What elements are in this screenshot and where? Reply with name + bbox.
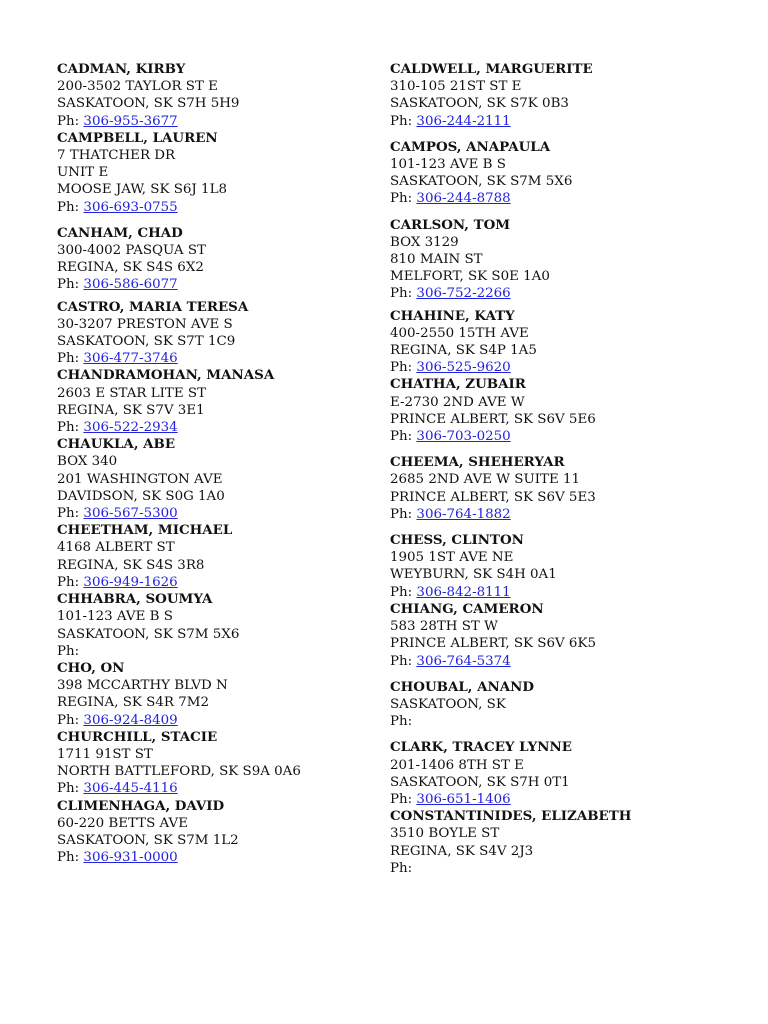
phone-link[interactable]: 306-567-5300	[83, 506, 178, 522]
contact-name: CHOUBAL, ANAND	[390, 678, 534, 695]
address-line: BOX 3129	[390, 234, 459, 250]
phone-line	[390, 113, 750, 130]
phone-label: Ph:	[57, 506, 80, 522]
contact-entry	[390, 739, 750, 808]
address-line: SASKATOON, SK S7T 1C9	[57, 334, 236, 350]
phone-link[interactable]: 306-764-1882	[416, 506, 511, 522]
contact-entry	[390, 139, 750, 208]
phone-line	[57, 350, 377, 367]
contact-entry	[390, 679, 750, 731]
contact-name: CARLSON, TOM	[390, 216, 511, 233]
phone-label: Ph:	[390, 653, 413, 669]
contact-name: CHATHA, ZUBAIR	[390, 376, 526, 393]
contact-name: CAMPBELL, LAUREN	[57, 129, 218, 146]
address-line: 2603 E STAR LITE ST	[57, 385, 206, 401]
contact-name: CHESS, CLINTON	[390, 532, 524, 549]
phone-label: Ph:	[57, 199, 80, 215]
address-line: SASKATOON, SK S7H 0T1	[390, 774, 570, 790]
address-line: 400-2550 15TH AVE	[390, 325, 529, 341]
address-line: 101-123 AVE B S	[57, 609, 173, 625]
address-line: 4168 ALBERT ST	[57, 540, 175, 556]
contact-entry	[57, 61, 377, 130]
contact-entry	[57, 130, 377, 216]
contact-name: CASTRO, MARIA TERESA	[57, 298, 249, 315]
phone-line	[57, 643, 377, 660]
phone-line	[57, 276, 377, 293]
phone-line	[390, 506, 750, 523]
contact-name: CHEEMA, SHEHERYAR	[390, 454, 565, 471]
phone-label: Ph:	[57, 574, 80, 590]
phone-link[interactable]: 306-244-2111	[416, 113, 511, 129]
contact-entry	[390, 217, 750, 303]
phone-line	[390, 653, 750, 670]
address-line: 7 THATCHER DR	[57, 148, 176, 164]
phone-link[interactable]: 306-955-3677	[83, 113, 178, 129]
contact-name: CONSTANTINIDES, ELIZABETH	[390, 808, 632, 825]
contact-name: CHURCHILL, STACIE	[57, 728, 218, 745]
right-column	[390, 61, 750, 877]
phone-link[interactable]: 306-924-8409	[83, 712, 178, 728]
phone-line	[390, 359, 750, 376]
phone-label: Ph:	[57, 850, 80, 866]
phone-link[interactable]: 306-703-0250	[416, 429, 511, 445]
phone-link[interactable]: 306-477-3746	[83, 351, 178, 367]
phone-link[interactable]: 306-949-1626	[83, 574, 178, 590]
address-line: 3510 BOYLE ST	[390, 826, 500, 842]
address-line: REGINA, SK S4P 1A5	[390, 343, 537, 359]
address-line: SASKATOON, SK S7H 5H9	[57, 96, 240, 112]
contact-name: CHO, ON	[57, 659, 125, 676]
address-line: WEYBURN, SK S4H 0A1	[390, 567, 557, 583]
address-line: REGINA, SK S4S 6X2	[57, 260, 204, 276]
address-line: 300-4002 PASQUA ST	[57, 243, 206, 259]
phone-line	[57, 780, 377, 797]
phone-label: Ph:	[57, 643, 80, 659]
phone-link[interactable]: 306-586-6077	[83, 277, 178, 293]
address-line: 2685 2ND AVE W SUITE 11	[390, 472, 581, 488]
phone-link[interactable]: 306-752-2266	[416, 286, 511, 302]
phone-line	[57, 849, 377, 866]
address-line: SASKATOON, SK S7K 0B3	[390, 96, 569, 112]
address-line: REGINA, SK S4S 3R8	[57, 557, 205, 573]
contact-name: CADMAN, KIRBY	[57, 61, 186, 77]
contact-entry	[57, 522, 377, 591]
phone-line	[390, 791, 750, 808]
contact-name: CALDWELL, MARGUERITE	[390, 61, 593, 77]
address-line: PRINCE ALBERT, SK S6V 5E6	[390, 411, 596, 427]
contact-name: CHAHINE, KATY	[390, 307, 515, 324]
phone-link[interactable]: 306-764-5374	[416, 653, 511, 669]
contact-entry	[390, 532, 750, 601]
contact-name: CHANDRAMOHAN, MANASA	[57, 367, 275, 384]
phone-line	[390, 713, 750, 730]
phone-line	[57, 199, 377, 216]
phone-line	[390, 428, 750, 445]
phone-line	[390, 860, 750, 877]
contact-entry	[57, 591, 377, 660]
contact-entry	[390, 376, 750, 445]
phone-label: Ph:	[57, 420, 80, 436]
phone-label: Ph:	[390, 506, 413, 522]
address-line: BOX 340	[57, 454, 118, 470]
address-line: 101-123 AVE B S	[390, 157, 506, 173]
contact-entry	[57, 660, 377, 729]
phone-label: Ph:	[390, 860, 413, 876]
contact-entry	[57, 436, 377, 522]
phone-label: Ph:	[390, 191, 413, 207]
contact-entry	[390, 308, 750, 377]
address-line: REGINA, SK S7V 3E1	[57, 402, 205, 418]
address-line: 201 WASHINGTON AVE	[57, 471, 223, 487]
phone-link[interactable]: 306-525-9620	[416, 360, 511, 376]
contact-entry	[57, 299, 377, 368]
phone-line	[390, 190, 750, 207]
contact-entry	[390, 61, 750, 130]
contact-entry	[57, 798, 377, 867]
phone-line	[57, 419, 377, 436]
phone-label: Ph:	[390, 360, 413, 376]
address-line: MOOSE JAW, SK S6J 1L8	[57, 182, 227, 198]
phone-line	[390, 285, 750, 302]
contact-name: CAMPOS, ANAPAULA	[390, 138, 551, 155]
address-line: 310-105 21ST ST E	[390, 79, 522, 95]
contact-name: CHEETHAM, MICHAEL	[57, 522, 233, 539]
contact-name: CLIMENHAGA, DAVID	[57, 797, 225, 814]
phone-link[interactable]: 306-651-1406	[416, 791, 511, 807]
contact-name: CANHAM, CHAD	[57, 224, 183, 241]
phone-line	[57, 505, 377, 522]
phone-label: Ph:	[390, 429, 413, 445]
phone-line	[57, 574, 377, 591]
address-line: 1905 1ST AVE NE	[390, 550, 514, 566]
address-line: MELFORT, SK S0E 1A0	[390, 269, 550, 285]
contact-entry	[390, 808, 750, 877]
phone-label: Ph:	[390, 113, 413, 129]
contact-entry	[57, 367, 377, 436]
phone-label: Ph:	[57, 113, 80, 129]
contact-name: CHHABRA, SOUMYA	[57, 591, 213, 608]
address-line: 1711 91ST ST	[57, 746, 153, 762]
address-line: 201-1406 8TH ST E	[390, 757, 524, 773]
phone-label: Ph:	[390, 714, 413, 730]
contact-entry	[390, 454, 750, 523]
address-line: NORTH BATTLEFORD, SK S9A 0A6	[57, 764, 301, 780]
address-line: SASKATOON, SK S7M 5X6	[57, 626, 240, 642]
phone-line	[57, 712, 377, 729]
phone-label: Ph:	[57, 351, 80, 367]
phone-link[interactable]: 306-445-4116	[83, 781, 178, 797]
address-line: 200-3502 TAYLOR ST E	[57, 79, 218, 95]
address-line: 30-3207 PRESTON AVE S	[57, 316, 233, 332]
address-line: UNIT E	[57, 165, 109, 181]
address-line: SASKATOON, SK	[390, 696, 506, 712]
left-column	[57, 61, 377, 866]
contact-entry	[57, 225, 377, 294]
address-line: SASKATOON, SK S7M 1L2	[57, 832, 239, 848]
address-line: 60-220 BETTS AVE	[57, 815, 188, 831]
address-line: PRINCE ALBERT, SK S6V 6K5	[390, 636, 596, 652]
phone-link[interactable]: 306-842-8111	[416, 584, 511, 600]
contact-name: CHIANG, CAMERON	[390, 600, 544, 617]
address-line: DAVIDSON, SK S0G 1A0	[57, 488, 225, 504]
phone-label: Ph:	[390, 791, 413, 807]
address-line: 398 MCCARTHY BLVD N	[57, 678, 228, 694]
phone-line	[57, 113, 377, 130]
address-line: 810 MAIN ST	[390, 252, 483, 268]
phone-label: Ph:	[57, 277, 80, 293]
contact-name: CLARK, TRACEY LYNNE	[390, 739, 572, 756]
contact-entry	[57, 729, 377, 798]
phone-label: Ph:	[57, 781, 80, 797]
contact-entry	[390, 601, 750, 670]
phone-label: Ph:	[390, 584, 413, 600]
address-line: SASKATOON, SK S7M 5X6	[390, 174, 573, 190]
phone-label: Ph:	[57, 712, 80, 728]
contact-name: CHAUKLA, ABE	[57, 436, 176, 453]
address-line: PRINCE ALBERT, SK S6V 5E3	[390, 489, 596, 505]
address-line: REGINA, SK S4R 7M2	[57, 695, 209, 711]
address-line: 583 28TH ST W	[390, 619, 498, 635]
phone-label: Ph:	[390, 286, 413, 302]
phone-link[interactable]: 306-244-8788	[416, 191, 511, 207]
phone-link[interactable]: 306-931-0000	[83, 850, 178, 866]
phone-line	[390, 584, 750, 601]
phone-link[interactable]: 306-693-0755	[83, 199, 178, 215]
address-line: E-2730 2ND AVE W	[390, 394, 525, 410]
address-line: REGINA, SK S4V 2J3	[390, 843, 534, 859]
phone-link[interactable]: 306-522-2934	[83, 420, 178, 436]
